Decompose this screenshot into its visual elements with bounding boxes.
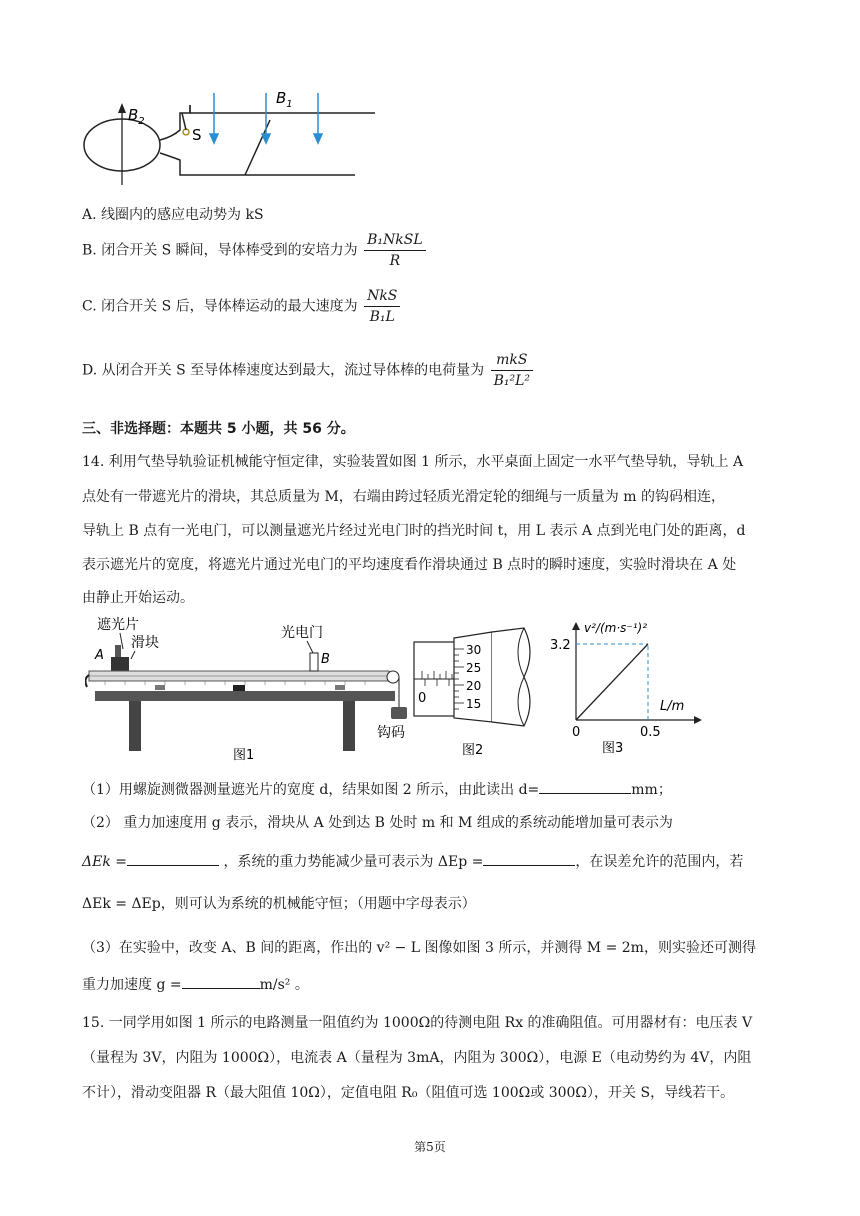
q14-line2: 点处有一带遮光片的滑块，其总质量为 M，右端由跨过轻质光滑定轮的细绳与一质量为 m 的钩码相连， bbox=[82, 489, 725, 505]
y-tick: 3.2 bbox=[550, 638, 571, 653]
q14-part2a: （2） 重力加速度用 g 表示，滑块从 A 处到达 B 处时 m 和 M 组成的系统动能增加量可表示为 bbox=[82, 815, 673, 831]
q15-line1: 15. 一同学用如图 1 所示的电路测量一阻值约为 1000Ω的待测电阻 Rx 的准确阻值。可用器材有：电压表 V bbox=[82, 1015, 753, 1031]
tick-20: 20 bbox=[466, 679, 482, 693]
label-a: A bbox=[95, 648, 104, 663]
x-tick: 0.5 bbox=[640, 725, 661, 740]
sleeve-zero: 0 bbox=[418, 691, 427, 706]
pulley bbox=[387, 671, 399, 683]
table-top bbox=[95, 691, 395, 701]
fig3-caption: 图3 bbox=[602, 741, 624, 756]
figure-3-graph bbox=[548, 616, 708, 766]
b1-label: $B_1$ bbox=[276, 89, 293, 110]
b1-field-arrows bbox=[210, 93, 322, 143]
answer-blank-ep bbox=[483, 851, 575, 866]
label-weight: 钩码 bbox=[377, 725, 405, 741]
section-title: 三、非选择题：本题共 5 小题，共 56 分。 bbox=[82, 421, 355, 437]
x-axis-label: L/m bbox=[660, 699, 685, 714]
option-c-fraction: $\frac{\text{NkS}}{\text{B₁L}}$ bbox=[364, 288, 400, 325]
q14-line1: 14. 利用气垫导轨验证机械能守恒定律，实验装置如图 1 所示，水平桌面上固定一水平气垫导轨，导轨上 A bbox=[82, 454, 744, 470]
option-a: A. 线圈内的感应电动势为 kS bbox=[82, 207, 264, 223]
answer-blank-g bbox=[182, 974, 260, 989]
figure-1-air-track bbox=[85, 615, 415, 765]
q14-line3: 导轨上 B 点有一光电门，可以测量遮光片经过光电门时的挡光时间 t，用 L 表示 A 点到光电门处的距离，d bbox=[82, 523, 746, 539]
tick-25: 25 bbox=[466, 661, 482, 675]
data-line bbox=[576, 644, 648, 720]
fig2-caption: 图2 bbox=[462, 743, 484, 758]
figure-2-micrometer bbox=[412, 622, 552, 762]
page-footer: 第5页 bbox=[414, 1140, 446, 1154]
slider-block bbox=[111, 657, 129, 671]
tick-30: 30 bbox=[466, 643, 482, 657]
q15-line2: （量程为 3V，内阻为 1000Ω），电流表 A（量程为 3mA，内阻为 300Ω），电源 E（电动势约为 4V，内阻 bbox=[82, 1050, 752, 1066]
answer-blank-ek bbox=[127, 851, 219, 866]
label-b: B bbox=[321, 652, 330, 667]
shading-plate bbox=[115, 645, 121, 657]
q14-line5: 由静止开始运动。 bbox=[82, 590, 194, 606]
q14-part3a: （3）在实验中，改变 A、B 间的距离，作出的 v² − L 图像如图 3 所示，并测得 M = 2m，则实验还可测得 bbox=[82, 940, 756, 956]
photogate bbox=[310, 653, 318, 671]
option-c: C. 闭合开关 S 后，导体棒运动的最大速度为 $\frac{\text{NkS}}{\text{B₁L}}$ bbox=[82, 288, 790, 325]
label-shading: 遮光片 bbox=[97, 617, 139, 633]
option-b: B. 闭合开关 S 瞬间，导体棒受到的安培力为 $\frac{\text{B₁NkSL}}{R}$ bbox=[82, 232, 790, 269]
b2-label: $B_2$ bbox=[128, 106, 145, 127]
q15-line3: 不计），滑动变阻器 R（最大阻值 10Ω），定值电阻 R₀（阻值可选 100Ω或 300Ω），开关 S，导线若干。 bbox=[82, 1085, 735, 1101]
q14-part2b: ΔEk = ，系统的重力势能减少量可表示为 ΔEp = ，在误差允许的范围内，若 bbox=[82, 851, 790, 871]
induction-circuit-diagram bbox=[80, 85, 390, 190]
label-slider: 滑块 bbox=[131, 635, 159, 651]
origin-label: 0 bbox=[572, 725, 581, 740]
q14-part2c: ΔEk = ΔEp，则可认为系统的机械能守恒；（用题中字母表示） bbox=[82, 896, 476, 912]
q14-part1: （1）用螺旋测微器测量遮光片的宽度 d，结果如图 2 所示，由此读出 d= mm； bbox=[82, 779, 790, 799]
tick-15: 15 bbox=[466, 697, 482, 711]
y-axis-label: v²/(m·s⁻¹)² bbox=[584, 621, 648, 635]
option-d-fraction: $\frac{\text{mkS}}{\text{B₁²L²}}$ bbox=[491, 352, 533, 389]
q14-part3b: 重力加速度 g = m/s² 。 bbox=[82, 974, 790, 994]
q14-line4: 表示遮光片的宽度，将遮光片通过光电门的平均速度看作滑块通过 B 点时的瞬时速度，实验时滑块在 A 处 bbox=[82, 557, 737, 573]
option-b-fraction: $\frac{\text{B₁NkSL}}{R}$ bbox=[364, 232, 426, 269]
answer-blank-d bbox=[539, 779, 631, 794]
label-gate: 光电门 bbox=[281, 625, 323, 641]
option-d: D. 从闭合开关 S 至导体棒速度达到最大，流过导体棒的电荷量为 $\frac{\text{mkS}}{\text{B₁²L²}}$ bbox=[82, 352, 790, 389]
hook-weight bbox=[391, 707, 407, 719]
fig1-caption: 图1 bbox=[233, 748, 255, 763]
switch-label: S bbox=[192, 126, 202, 144]
